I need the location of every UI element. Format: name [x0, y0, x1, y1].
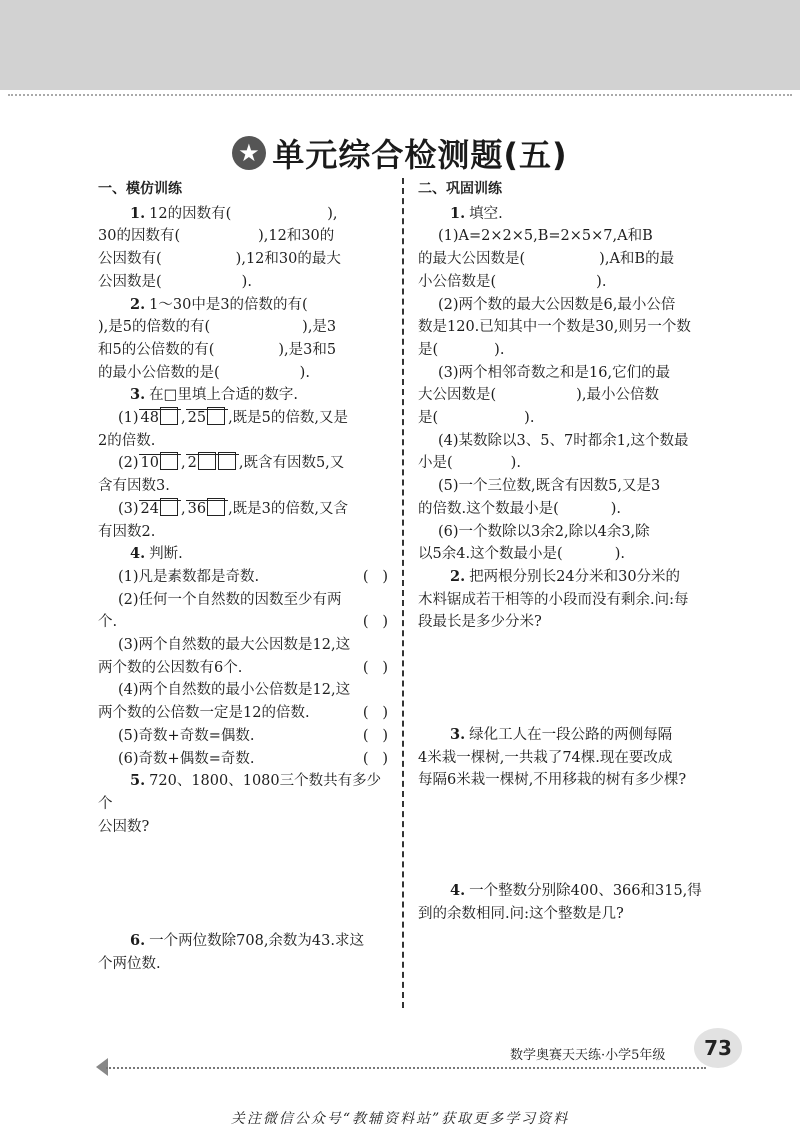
text: (2)两个数的最大公因数是6,最小公倍 [438, 296, 676, 313]
text: (1)A=2×2×5,B=2×5×7,A和B [438, 228, 653, 245]
text: (1) [118, 410, 139, 427]
question-number: 3. [450, 726, 466, 744]
overlined-number [139, 409, 181, 426]
page-title-text: 单元综合检测题(五) [272, 136, 568, 174]
answer-space[interactable] [418, 634, 708, 724]
left-q2 [98, 294, 388, 385]
text: ),12和30的 [258, 228, 335, 245]
text: 1～30中是3的倍数的有( [149, 296, 308, 313]
header-band [0, 0, 800, 90]
text: 小是( [418, 455, 453, 472]
text: 绿化工人在一段公路的两侧每隔 [469, 727, 673, 744]
left-q1 [98, 203, 388, 294]
text: 段最长是多少分米? [418, 614, 542, 631]
text: 25 [187, 410, 207, 427]
text: 30的因数有( [98, 228, 181, 245]
question-number: 1. [450, 204, 466, 222]
judge-item [98, 702, 388, 725]
text: 每隔6米栽一棵树,不用移栽的树有多少棵? [418, 772, 687, 789]
text: ),是3 [302, 319, 337, 336]
text: ,既是5的倍数,又是 [228, 410, 349, 427]
text: (5)奇数+奇数=偶数. [118, 727, 255, 744]
text: ), [327, 205, 338, 222]
question-number: 4. [450, 882, 466, 900]
text: (1)凡是素数都是奇数. [118, 568, 260, 585]
bottom-note: 关注微信公众号“教辅资料站”获取更多学习资料 [230, 1111, 570, 1127]
text: ). [494, 341, 505, 358]
text: (3)两个相邻奇数之和是16,它们的最 [438, 364, 671, 381]
judge-paren[interactable]: ( ) [362, 614, 388, 631]
judge-paren[interactable]: ( ) [362, 727, 388, 744]
overlined-number [186, 500, 228, 517]
text: 的倍数.这个数最小是( [418, 500, 559, 517]
text: ). [610, 500, 622, 517]
right-q3 [418, 724, 708, 792]
overlined-number [186, 409, 228, 426]
text: 到的余数相同.问:这个整数是几? [418, 905, 624, 922]
text: 2 [187, 455, 197, 472]
text: 两个数的公因数有6个. [98, 659, 243, 676]
text: 填空. [469, 205, 503, 222]
text: 一个两位数除708,余数为43.求这 [149, 933, 364, 950]
judge-paren[interactable]: ( ) [362, 750, 388, 767]
overlined-number [139, 500, 181, 517]
text: 36 [187, 500, 207, 517]
text: 小公倍数是( [418, 273, 497, 290]
text: (2) [118, 455, 139, 472]
text: 720、1800、1080三个数共有多少个 [98, 773, 382, 812]
text: ). [524, 410, 535, 427]
text: 两个数的公倍数一定是12的倍数. [98, 705, 310, 722]
text: 公因数? [98, 818, 150, 835]
digit-box[interactable] [218, 452, 236, 470]
text: 个. [98, 614, 118, 631]
text: 判断. [149, 546, 183, 563]
digit-box[interactable] [198, 452, 216, 470]
overlined-number [186, 454, 239, 471]
judge-item [98, 566, 388, 589]
text: (6)一个数除以3余2,除以4余3,除 [438, 523, 650, 540]
book-series-label: 数学奥赛天天练·小学5年级 [510, 1048, 666, 1063]
section-heading: 二、巩固训练 [418, 181, 502, 197]
question-number: 1. [130, 204, 146, 222]
page-number: 73 [694, 1028, 742, 1068]
text: 4米栽一棵树,一共栽了74棵.现在要改成 [418, 749, 673, 766]
judge-paren[interactable]: ( ) [362, 568, 388, 585]
text: 和5的公倍数的有( [98, 341, 215, 358]
text: 大公因数是( [418, 387, 497, 404]
text: ),12和30的最大 [235, 251, 341, 268]
left-q3: 3. 在□里填上合适的数字. (1) 48 , 25 ,既是5的倍数,又是 2的倍数. (2) 10 , 2 ,既含有因数5,又 含有因数3. (3) 24 , 36 ,既是3的倍数,又含 有因数2. [98, 386, 349, 540]
text: 在□里填上合适的数字. [149, 387, 298, 404]
question-number: 4. [130, 545, 146, 563]
text: 公因数是( [98, 273, 162, 290]
digit-box[interactable] [160, 498, 178, 516]
text: 木料锯成若干相等的小段而没有剩余.问:每 [418, 591, 689, 608]
section-heading: 一、模仿训练 [98, 181, 182, 197]
text: ). [596, 273, 607, 290]
text: 24 [140, 500, 159, 517]
text: ). [614, 546, 625, 563]
footer-dotted-rule [106, 1067, 706, 1069]
text: 的最大公因数是( [418, 251, 526, 268]
text: 含有因数3. [98, 478, 170, 495]
digit-box[interactable] [207, 407, 225, 425]
right-column [418, 178, 708, 926]
question-number: 6. [130, 932, 146, 950]
text: ),A和B的最 [599, 251, 675, 268]
text: 是( [418, 410, 439, 427]
right-q1 [418, 203, 708, 566]
digit-box[interactable] [160, 452, 178, 470]
left-column [98, 178, 388, 976]
title-area [0, 130, 800, 176]
text: 数是120.已知其中一个数是30,则另一个数 [418, 319, 691, 336]
text: 一个整数分别除400、366和315,得 [469, 883, 702, 900]
text: ). [241, 273, 252, 290]
page-title [232, 130, 567, 176]
judge-item [98, 657, 388, 680]
answer-space[interactable] [418, 792, 708, 880]
text: 10 [140, 455, 159, 472]
left-q5 [98, 770, 388, 838]
text: ). [510, 455, 521, 472]
text: ). [299, 364, 310, 381]
text: 把两根分别长24分米和30分米的 [469, 568, 681, 585]
text: 有因数2. [98, 523, 156, 540]
text: ),是5的倍数的有( [98, 319, 211, 336]
text: 个两位数. [98, 956, 161, 973]
text: ),是3和5 [278, 341, 337, 358]
text: ,既含有因数5,又 [238, 455, 345, 472]
text: (4)两个自然数的最小公倍数是12,这 [118, 682, 351, 699]
text: (3)两个自然数的最大公因数是12,这 [118, 637, 351, 654]
text: 以5余4.这个数最小是( [418, 546, 563, 563]
judge-item [98, 725, 388, 748]
left-q4 [98, 543, 388, 770]
digit-box[interactable] [160, 407, 178, 425]
right-q2 [418, 566, 708, 634]
judge-paren[interactable]: ( ) [362, 705, 388, 722]
right-q4 [418, 880, 708, 925]
text: (4)某数除以3、5、7时都余1,这个数最 [438, 432, 689, 449]
text: (3) [118, 500, 139, 517]
text: 公因数有( [98, 251, 162, 268]
left-q6 [98, 930, 388, 975]
text: (2)任何一个自然数的因数至少有两 [118, 591, 342, 608]
text: (6)奇数+偶数=奇数. [118, 750, 255, 767]
text: 的最小公倍数的是( [98, 364, 220, 381]
text: ),最小公倍数 [576, 387, 659, 404]
question-number: 2. [130, 295, 146, 313]
judge-paren[interactable]: ( ) [362, 659, 388, 676]
text: 是( [418, 341, 439, 358]
header-dotted-rule [8, 94, 792, 96]
text: 48 [140, 410, 159, 427]
judge-item [98, 611, 388, 634]
question-number: 5. [130, 772, 146, 790]
text: ,既是3的倍数,又含 [228, 500, 349, 517]
overlined-number [139, 454, 181, 471]
text: (5)一个三位数,既含有因数5,又是3 [438, 478, 661, 495]
answer-space[interactable] [98, 838, 388, 930]
question-number: 3. [130, 386, 146, 404]
judge-item [98, 748, 388, 771]
star-icon: ★ [232, 136, 266, 170]
digit-box[interactable] [207, 498, 225, 516]
text: 2的倍数. [98, 432, 156, 449]
column-divider [402, 178, 404, 1008]
text: 12的因数有( [149, 205, 232, 222]
question-number: 2. [450, 567, 466, 585]
